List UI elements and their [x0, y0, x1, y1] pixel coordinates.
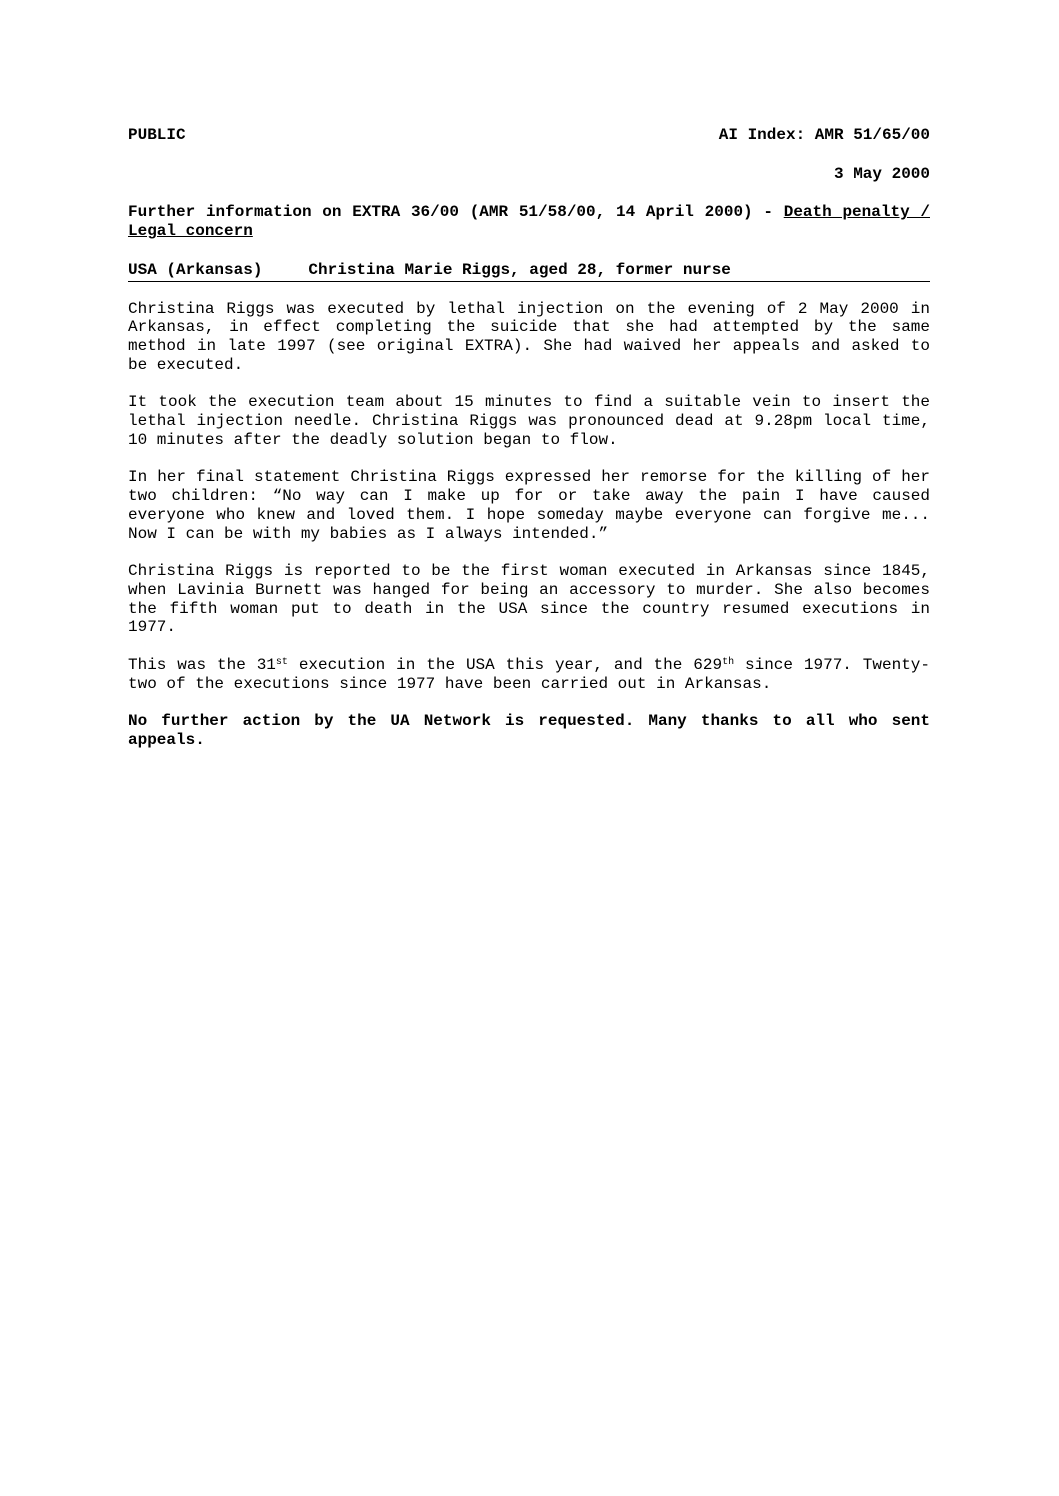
ai-index: AI Index: AMR 51/65/00 — [718, 126, 930, 144]
paragraph-statistics — [128, 656, 930, 693]
closing-note: No further action by the UA Network is requested. Many thanks to all who sent appeals. — [128, 712, 930, 750]
subject-line — [128, 261, 930, 282]
paragraph-execution: Christina Riggs was executed by lethal injection on the evening of 2 May 2000 in Arkansas, in effect completing the suicide that she had attempted by the same method in late 1997 (see original EXTRA). She had waived her appeals and asked to be executed. — [128, 299, 930, 374]
title-prefix: Further information on EXTRA 36/00 (AMR 51/58/00, 14 April 2000) - — [128, 203, 784, 222]
stat-text-3: since 1977. Twenty-two of the executions since 1977 have been carried out in Arkansas. — [128, 656, 931, 693]
stat-sup-2: th — [722, 657, 735, 669]
document-header — [128, 126, 930, 145]
document-date: 3 May 2000 — [833, 164, 930, 183]
stat-sup-1: st — [275, 657, 288, 669]
stat-text-2: execution in the USA this year, and the 629 — [287, 656, 723, 675]
paragraph-execution-team: It took the execution team about 15 minutes to find a suitable vein to insert the lethal injection needle. Christina Riggs was pronounced dead at 9.28pm local time, 10 minutes after the deadly solution began to flow. — [128, 393, 930, 449]
classification-label: PUBLIC — [128, 126, 186, 144]
stat-text-1: This was the 31 — [128, 656, 276, 675]
document-title — [128, 203, 930, 240]
subject-country: USA (Arkansas) — [128, 260, 263, 279]
paragraph-final-statement: In her final statement Christina Riggs expressed her remorse for the killing of her two children: “No way can I make up for or take away the pain I have caused everyone who knew and loved them. I hope someday maybe everyone can forgive me... Now I can be with my babies as I always intended.” — [128, 468, 930, 543]
document-page — [128, 126, 930, 750]
subject-person: Christina Marie Riggs, aged 28, former nurse — [308, 260, 731, 279]
title-concern: Death penalty / Legal concern — [128, 203, 930, 241]
paragraph-history: Christina Riggs is reported to be the first woman executed in Arkansas since 1845, when Lavinia Burnett was hanged for being an accessory to murder. She also becomes the fifth woman put to death in the USA since the country resumed executions in 1977. — [128, 562, 930, 637]
